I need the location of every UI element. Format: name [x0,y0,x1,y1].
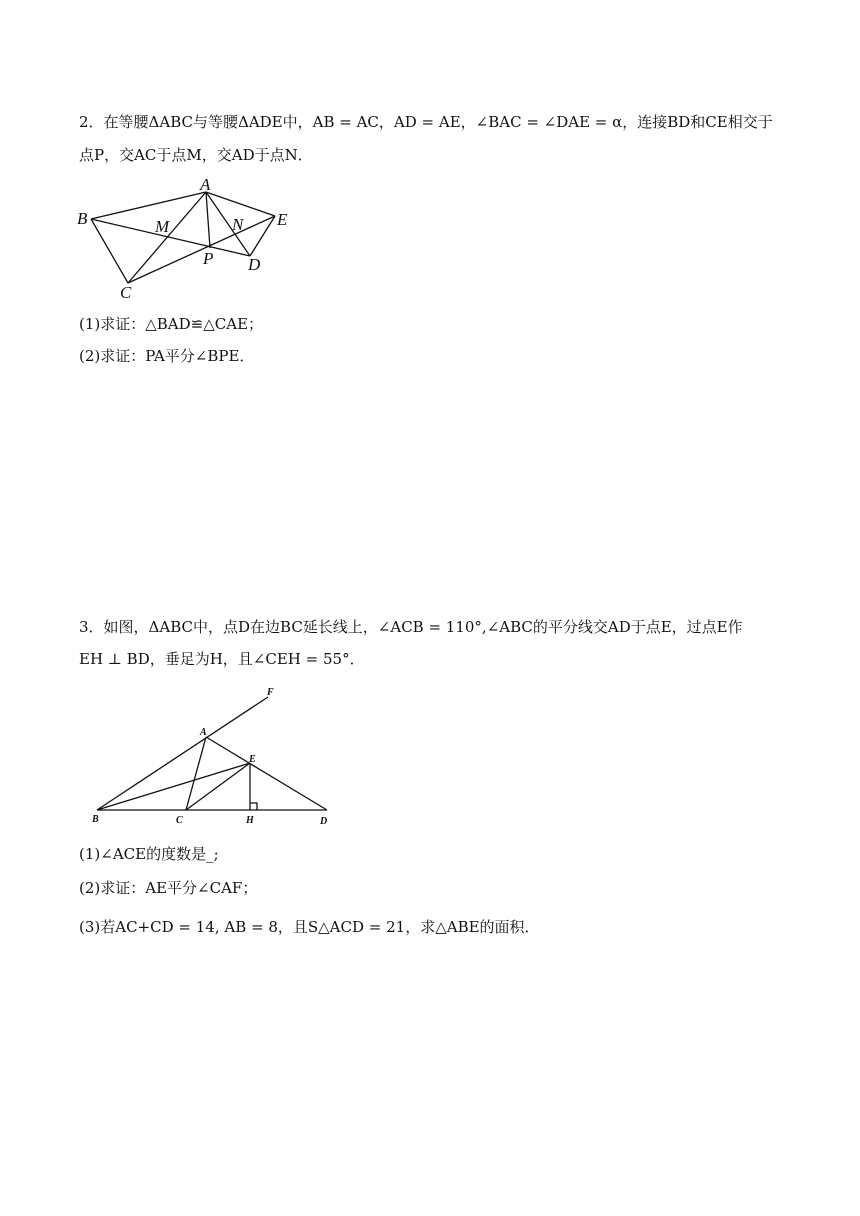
label-b: B [92,814,99,825]
problem-3-part-3: (3)若AC+CD = 14, AB = 8，且S△ACD = 21，求△ABE的面积． [79,918,540,936]
label-f: F [267,687,274,698]
problem-3-line-1: 3．如图，ΔABC中，点D在边BC延长线上，∠ACB = 110°,∠ABC的平分线交AD于点E，过点E作 [79,618,743,636]
segment-bd [91,219,250,256]
ray-bf [97,697,268,810]
segment-ce [186,763,250,810]
segment-ac [128,192,206,283]
label-a: A [200,727,207,738]
label-m: M [155,217,170,236]
label-c: C [120,283,132,302]
segment-ad [206,737,327,810]
problem-3-part-1: (1)∠ACE的度数是_; [79,845,219,863]
label-d: D [248,255,261,274]
segment-ad [206,192,250,256]
problem-2-figure [70,172,300,304]
label-a: A [200,175,211,194]
problem-2-part-1: (1)求证：△BAD≌△CAE； [79,315,264,333]
right-angle-mark [250,803,257,810]
label-c: C [176,815,183,826]
label-b: B [77,209,88,228]
label-e: E [277,210,288,229]
segment-ae [206,192,275,216]
label-e: E [249,754,256,765]
label-p: P [203,249,214,268]
problem-2-line-1: 2．在等腰ΔABC与等腰ΔADE中，AB = AC，AD = AE，∠BAC = ∠DAE = α，连接BD和CE相交于 [79,113,773,131]
segment-ap [206,192,210,248]
problem-3-line-2: EH ⊥ BD，垂足为H，且∠CEH = 55°． [79,650,365,668]
segment-ac [186,737,206,810]
problem-3-part-2: (2)求证：AE平分∠CAF； [79,879,258,897]
problem-3-figure [85,683,340,829]
problem-2-part-2: (2)求证：PA平分∠BPE． [79,347,255,365]
label-d: D [320,816,328,827]
segment-ba [91,192,206,219]
label-n: N [232,215,244,234]
segment-bc [91,219,128,283]
segment-be [97,763,250,810]
label-h: H [246,815,254,826]
problem-2-line-2: 点P，交AC于点M，交AD于点N． [79,146,313,164]
